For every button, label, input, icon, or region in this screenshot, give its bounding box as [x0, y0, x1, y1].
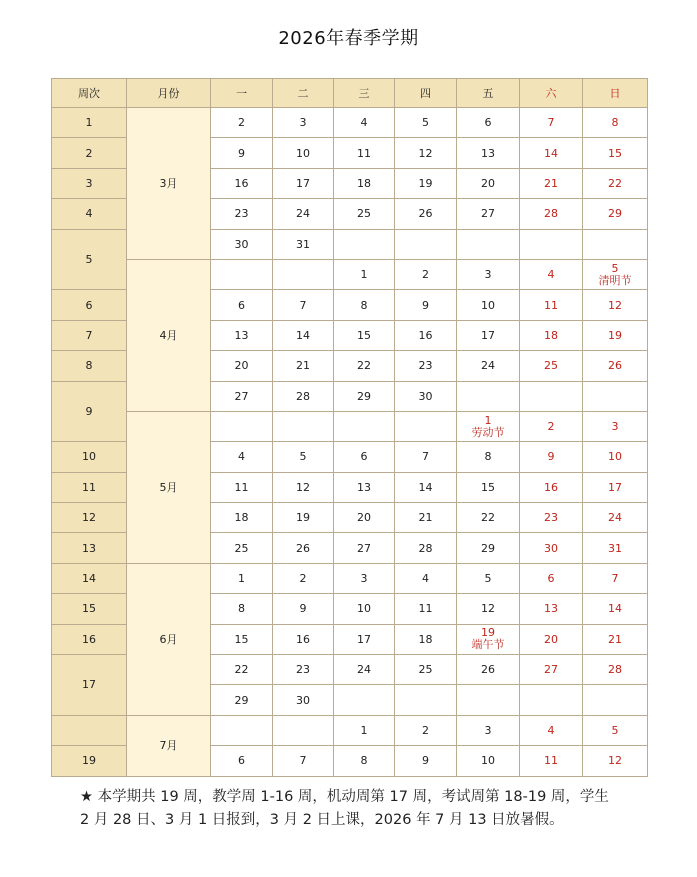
- day-cell: [457, 411, 520, 441]
- day-cell: 5: [395, 108, 457, 138]
- day-cell: 6: [334, 442, 395, 472]
- day-cell: 30: [211, 229, 273, 259]
- day-cell: 8: [211, 594, 273, 624]
- day-cell: [211, 411, 273, 441]
- day-cell: 10: [334, 594, 395, 624]
- day-cell: [583, 685, 648, 715]
- day-cell: 29: [457, 533, 520, 563]
- table-row: [52, 563, 648, 593]
- day-cell: 12: [273, 472, 334, 502]
- day-cell: 29: [211, 685, 273, 715]
- day-cell: 31: [583, 533, 648, 563]
- day-cell: 11: [520, 746, 583, 776]
- day-cell: [395, 229, 457, 259]
- day-cell: 14: [395, 472, 457, 502]
- week-number-cell: 16: [52, 624, 127, 654]
- day-cell: [211, 715, 273, 745]
- day-cell: 24: [457, 351, 520, 381]
- day-cell: 10: [457, 746, 520, 776]
- day-cell: 23: [273, 655, 334, 685]
- day-cell: 13: [334, 472, 395, 502]
- header-week: 周次: [52, 79, 127, 108]
- header-tue: 二: [273, 79, 334, 108]
- table-row: [52, 411, 648, 441]
- day-cell: 22: [583, 168, 648, 198]
- day-cell: 19: [583, 320, 648, 350]
- day-cell: 7: [583, 563, 648, 593]
- day-cell: 11: [395, 594, 457, 624]
- day-cell: 12: [583, 290, 648, 320]
- header-mon: 一: [211, 79, 273, 108]
- day-cell: 28: [583, 655, 648, 685]
- day-cell: 7: [273, 746, 334, 776]
- day-cell: [520, 685, 583, 715]
- day-cell: 21: [520, 168, 583, 198]
- day-cell: 26: [583, 351, 648, 381]
- day-cell: 29: [583, 199, 648, 229]
- day-cell: 15: [211, 624, 273, 654]
- day-cell: 7: [395, 442, 457, 472]
- day-cell: 13: [211, 320, 273, 350]
- day-cell: 30: [273, 685, 334, 715]
- day-cell: [520, 229, 583, 259]
- week-number-cell: 7: [52, 320, 127, 350]
- week-number-cell: 17: [52, 655, 127, 716]
- day-cell: 10: [273, 138, 334, 168]
- holiday-label: 清明节: [598, 273, 632, 287]
- header-month: 月份: [127, 79, 211, 108]
- day-cell: 9: [273, 594, 334, 624]
- day-cell: 11: [520, 290, 583, 320]
- day-cell: 8: [334, 290, 395, 320]
- day-cell: 26: [457, 655, 520, 685]
- day-cell: 8: [457, 442, 520, 472]
- day-cell: 16: [520, 472, 583, 502]
- day-cell: 21: [273, 351, 334, 381]
- day-cell: 2: [520, 411, 583, 441]
- day-cell: [273, 715, 334, 745]
- day-cell: [520, 381, 583, 411]
- day-cell: 4: [395, 563, 457, 593]
- day-cell: 3: [457, 715, 520, 745]
- day-cell: [457, 229, 520, 259]
- day-cell: 27: [520, 655, 583, 685]
- table-row: [52, 259, 648, 289]
- day-cell: 28: [520, 199, 583, 229]
- day-cell: 14: [273, 320, 334, 350]
- day-cell: 26: [395, 199, 457, 229]
- day-cell: 6: [457, 108, 520, 138]
- day-cell: 23: [395, 351, 457, 381]
- day-cell: 27: [211, 381, 273, 411]
- day-cell: [273, 259, 334, 289]
- week-number-cell: 5: [52, 229, 127, 290]
- day-cell: 16: [273, 624, 334, 654]
- day-cell: 15: [334, 320, 395, 350]
- day-cell: 3: [583, 411, 648, 441]
- day-cell: 5: [583, 715, 648, 745]
- week-number-cell: 19: [52, 746, 127, 776]
- day-cell: 2: [211, 108, 273, 138]
- day-cell: 27: [457, 199, 520, 229]
- week-number-cell: 14: [52, 563, 127, 593]
- day-cell: [334, 685, 395, 715]
- header-row: [52, 79, 648, 108]
- day-number: 5: [611, 261, 619, 275]
- day-cell: 12: [395, 138, 457, 168]
- day-cell: 2: [273, 563, 334, 593]
- day-cell: 9: [395, 746, 457, 776]
- day-cell: 3: [457, 259, 520, 289]
- header-sun: 日: [583, 79, 648, 108]
- day-cell: 24: [334, 655, 395, 685]
- header-fri: 五: [457, 79, 520, 108]
- month-cell: 6月: [127, 563, 211, 715]
- week-number-cell: 13: [52, 533, 127, 563]
- day-cell: [457, 381, 520, 411]
- day-cell: 7: [520, 108, 583, 138]
- week-number-cell: 10: [52, 442, 127, 472]
- day-cell: 25: [211, 533, 273, 563]
- day-cell: 5: [457, 563, 520, 593]
- month-cell: 3月: [127, 108, 211, 260]
- day-cell: 17: [334, 624, 395, 654]
- day-cell: 22: [211, 655, 273, 685]
- day-cell: [457, 685, 520, 715]
- day-cell: 24: [583, 503, 648, 533]
- holiday-label: 劳动节: [471, 425, 505, 439]
- week-number-cell: 9: [52, 381, 127, 442]
- day-cell: 4: [211, 442, 273, 472]
- day-cell: 20: [457, 168, 520, 198]
- day-cell: 24: [273, 199, 334, 229]
- day-cell: [334, 229, 395, 259]
- day-cell: 25: [334, 199, 395, 229]
- calendar-body: [52, 108, 648, 777]
- day-cell: 9: [211, 138, 273, 168]
- week-number-cell: 12: [52, 503, 127, 533]
- day-cell: 1: [334, 259, 395, 289]
- day-cell: 3: [334, 563, 395, 593]
- day-cell: 4: [334, 108, 395, 138]
- week-number-cell: 1: [52, 108, 127, 138]
- day-cell: 10: [583, 442, 648, 472]
- semester-note: ★ 本学期共 19 周，教学周 1-16 周，机动周第 17 周，考试周第 18-19 周，学生 2 月 28 日、3 月 1 日报到，3 月 2 日上课，2026 年 7 月 13 日放暑假。: [80, 789, 609, 828]
- day-cell: 8: [583, 108, 648, 138]
- day-cell: 8: [334, 746, 395, 776]
- day-cell: [395, 411, 457, 441]
- day-cell: 12: [583, 746, 648, 776]
- day-cell: 22: [334, 351, 395, 381]
- day-cell: 15: [457, 472, 520, 502]
- table-row: [52, 715, 648, 745]
- day-cell: [211, 259, 273, 289]
- month-cell: 7月: [127, 715, 211, 776]
- day-number: 19: [481, 626, 495, 640]
- day-cell: 31: [273, 229, 334, 259]
- month-cell: 4月: [127, 259, 211, 411]
- table-row: [52, 108, 648, 138]
- day-cell: 25: [520, 351, 583, 381]
- day-cell: 29: [334, 381, 395, 411]
- day-cell: 12: [457, 594, 520, 624]
- day-cell: 16: [395, 320, 457, 350]
- day-cell: 30: [395, 381, 457, 411]
- day-cell: 10: [457, 290, 520, 320]
- day-cell: 1: [334, 715, 395, 745]
- day-cell: [583, 229, 648, 259]
- day-cell: 14: [583, 594, 648, 624]
- day-cell: 15: [583, 138, 648, 168]
- day-cell: 14: [520, 138, 583, 168]
- day-cell: 13: [457, 138, 520, 168]
- header-wed: 三: [334, 79, 395, 108]
- day-cell: 17: [457, 320, 520, 350]
- day-cell: 22: [457, 503, 520, 533]
- day-cell: 7: [273, 290, 334, 320]
- day-cell: 1: [211, 563, 273, 593]
- day-cell: 26: [273, 533, 334, 563]
- holiday-label: 端午节: [471, 638, 505, 652]
- day-cell: 28: [395, 533, 457, 563]
- week-number-cell: 8: [52, 351, 127, 381]
- day-cell: [457, 624, 520, 654]
- day-cell: 11: [334, 138, 395, 168]
- day-cell: 23: [520, 503, 583, 533]
- day-cell: 2: [395, 715, 457, 745]
- day-cell: [583, 381, 648, 411]
- day-cell: 21: [395, 503, 457, 533]
- day-cell: 18: [395, 624, 457, 654]
- page-title: 2026年春季学期: [278, 28, 419, 49]
- day-cell: [273, 411, 334, 441]
- day-cell: 30: [520, 533, 583, 563]
- day-cell: 23: [211, 199, 273, 229]
- day-cell: 20: [211, 351, 273, 381]
- day-cell: 13: [520, 594, 583, 624]
- header-sat: 六: [520, 79, 583, 108]
- day-cell: 2: [395, 259, 457, 289]
- day-cell: 18: [520, 320, 583, 350]
- day-cell: 21: [583, 624, 648, 654]
- day-cell: 16: [211, 168, 273, 198]
- day-cell: 25: [395, 655, 457, 685]
- week-number-cell: 2: [52, 138, 127, 168]
- day-cell: 4: [520, 715, 583, 745]
- day-cell: [334, 411, 395, 441]
- day-cell: 9: [520, 442, 583, 472]
- day-cell: 5: [273, 442, 334, 472]
- day-cell: 18: [334, 168, 395, 198]
- header-thu: 四: [395, 79, 457, 108]
- week-number-cell: [52, 715, 127, 745]
- day-cell: 17: [583, 472, 648, 502]
- day-cell: 18: [211, 503, 273, 533]
- week-number-cell: 15: [52, 594, 127, 624]
- day-cell: 11: [211, 472, 273, 502]
- day-cell: [583, 259, 648, 289]
- month-cell: 5月: [127, 411, 211, 563]
- day-cell: 20: [520, 624, 583, 654]
- week-number-cell: 11: [52, 472, 127, 502]
- day-cell: 20: [334, 503, 395, 533]
- day-number: 1: [484, 413, 492, 427]
- day-cell: 6: [211, 290, 273, 320]
- week-number-cell: 6: [52, 290, 127, 320]
- day-cell: 17: [273, 168, 334, 198]
- day-cell: 6: [520, 563, 583, 593]
- day-cell: 3: [273, 108, 334, 138]
- day-cell: 19: [395, 168, 457, 198]
- day-cell: 4: [520, 259, 583, 289]
- day-cell: 9: [395, 290, 457, 320]
- week-number-cell: 3: [52, 168, 127, 198]
- day-cell: 19: [273, 503, 334, 533]
- day-cell: 28: [273, 381, 334, 411]
- day-cell: 6: [211, 746, 273, 776]
- day-cell: 27: [334, 533, 395, 563]
- day-cell: [395, 685, 457, 715]
- week-number-cell: 4: [52, 199, 127, 229]
- semester-calendar-table: [51, 78, 648, 777]
